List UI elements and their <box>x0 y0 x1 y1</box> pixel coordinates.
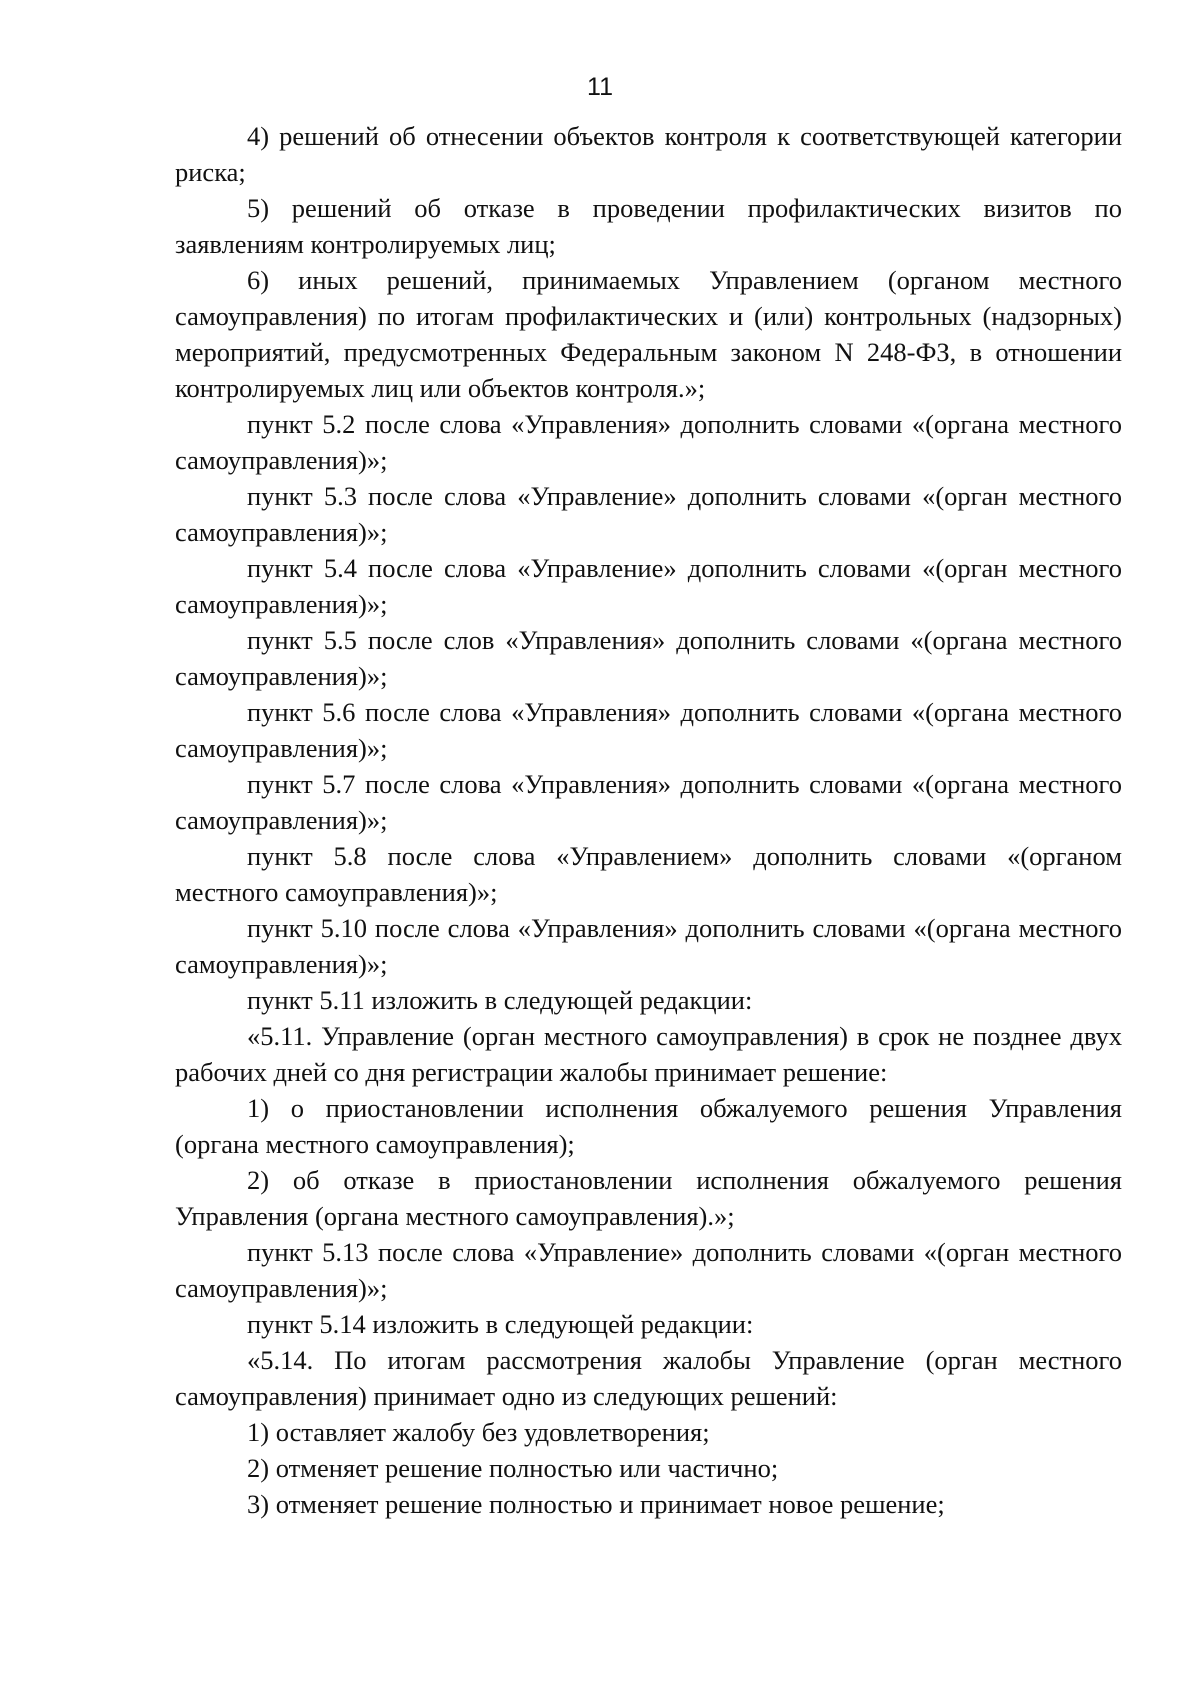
paragraph: 3) отменяет решение полностью и принимает новое решение; <box>247 1489 945 1519</box>
paragraph: пункт 5.10 после слова «Управления» дополнить словами «(органа местного самоуправления)»; <box>175 913 1122 979</box>
paragraph: 1) о приостановлении исполнения обжалуемого решения Управления (органа местного самоуправления); <box>175 1093 1122 1159</box>
paragraph: «5.14. По итогам рассмотрения жалобы Управление (орган местного самоуправления) принимает одно из следующих решений: <box>175 1345 1122 1411</box>
paragraph: «5.11. Управление (орган местного самоуправления) в срок не позднее двух рабочих дней со дня регистрации жалобы принимает решение: <box>175 1021 1122 1087</box>
paragraph: 4) решений об отнесении объектов контроля к соответствующей категории риска; <box>175 121 1122 187</box>
paragraph: 1) оставляет жалобу без удовлетворения; <box>247 1417 710 1447</box>
paragraph: пункт 5.5 после слов «Управления» дополнить словами «(органа местного самоуправления)»; <box>175 625 1122 691</box>
paragraph: 5) решений об отказе в проведении профилактических визитов по заявлениям контролируемых лиц; <box>175 193 1122 259</box>
paragraph: пункт 5.14 изложить в следующей редакции: <box>247 1309 754 1339</box>
document-body <box>175 118 1122 1522</box>
paragraph: 2) об отказе в приостановлении исполнения обжалуемого решения Управления (органа местного самоуправления).»; <box>175 1165 1122 1231</box>
paragraph: пункт 5.13 после слова «Управление» дополнить словами «(орган местного самоуправления)»; <box>175 1237 1122 1303</box>
paragraph: пункт 5.2 после слова «Управления» дополнить словами «(органа местного самоуправления)»; <box>175 409 1122 475</box>
paragraph: 2) отменяет решение полностью или частично; <box>247 1453 779 1483</box>
paragraph: пункт 5.6 после слова «Управления» дополнить словами «(органа местного самоуправления)»; <box>175 697 1122 763</box>
paragraph: 6) иных решений, принимаемых Управлением (органом местного самоуправления) по итогам профилактических и (или) контрольных (надзорных) мероприятий, предусмотренных Федеральным законом N 248-ФЗ, в отношении контролируемых лиц или объектов контроля.»; <box>175 265 1122 403</box>
paragraph: пункт 5.8 после слова «Управлением» дополнить словами «(органом местного самоуправления)»; <box>175 841 1122 907</box>
paragraph: пункт 5.3 после слова «Управление» дополнить словами «(орган местного самоуправления)»; <box>175 481 1122 547</box>
page-number: 11 <box>587 73 613 101</box>
paragraph: пункт 5.11 изложить в следующей редакции: <box>247 985 753 1015</box>
paragraph: пункт 5.7 после слова «Управления» дополнить словами «(органа местного самоуправления)»; <box>175 769 1122 835</box>
paragraph: пункт 5.4 после слова «Управление» дополнить словами «(орган местного самоуправления)»; <box>175 553 1122 619</box>
